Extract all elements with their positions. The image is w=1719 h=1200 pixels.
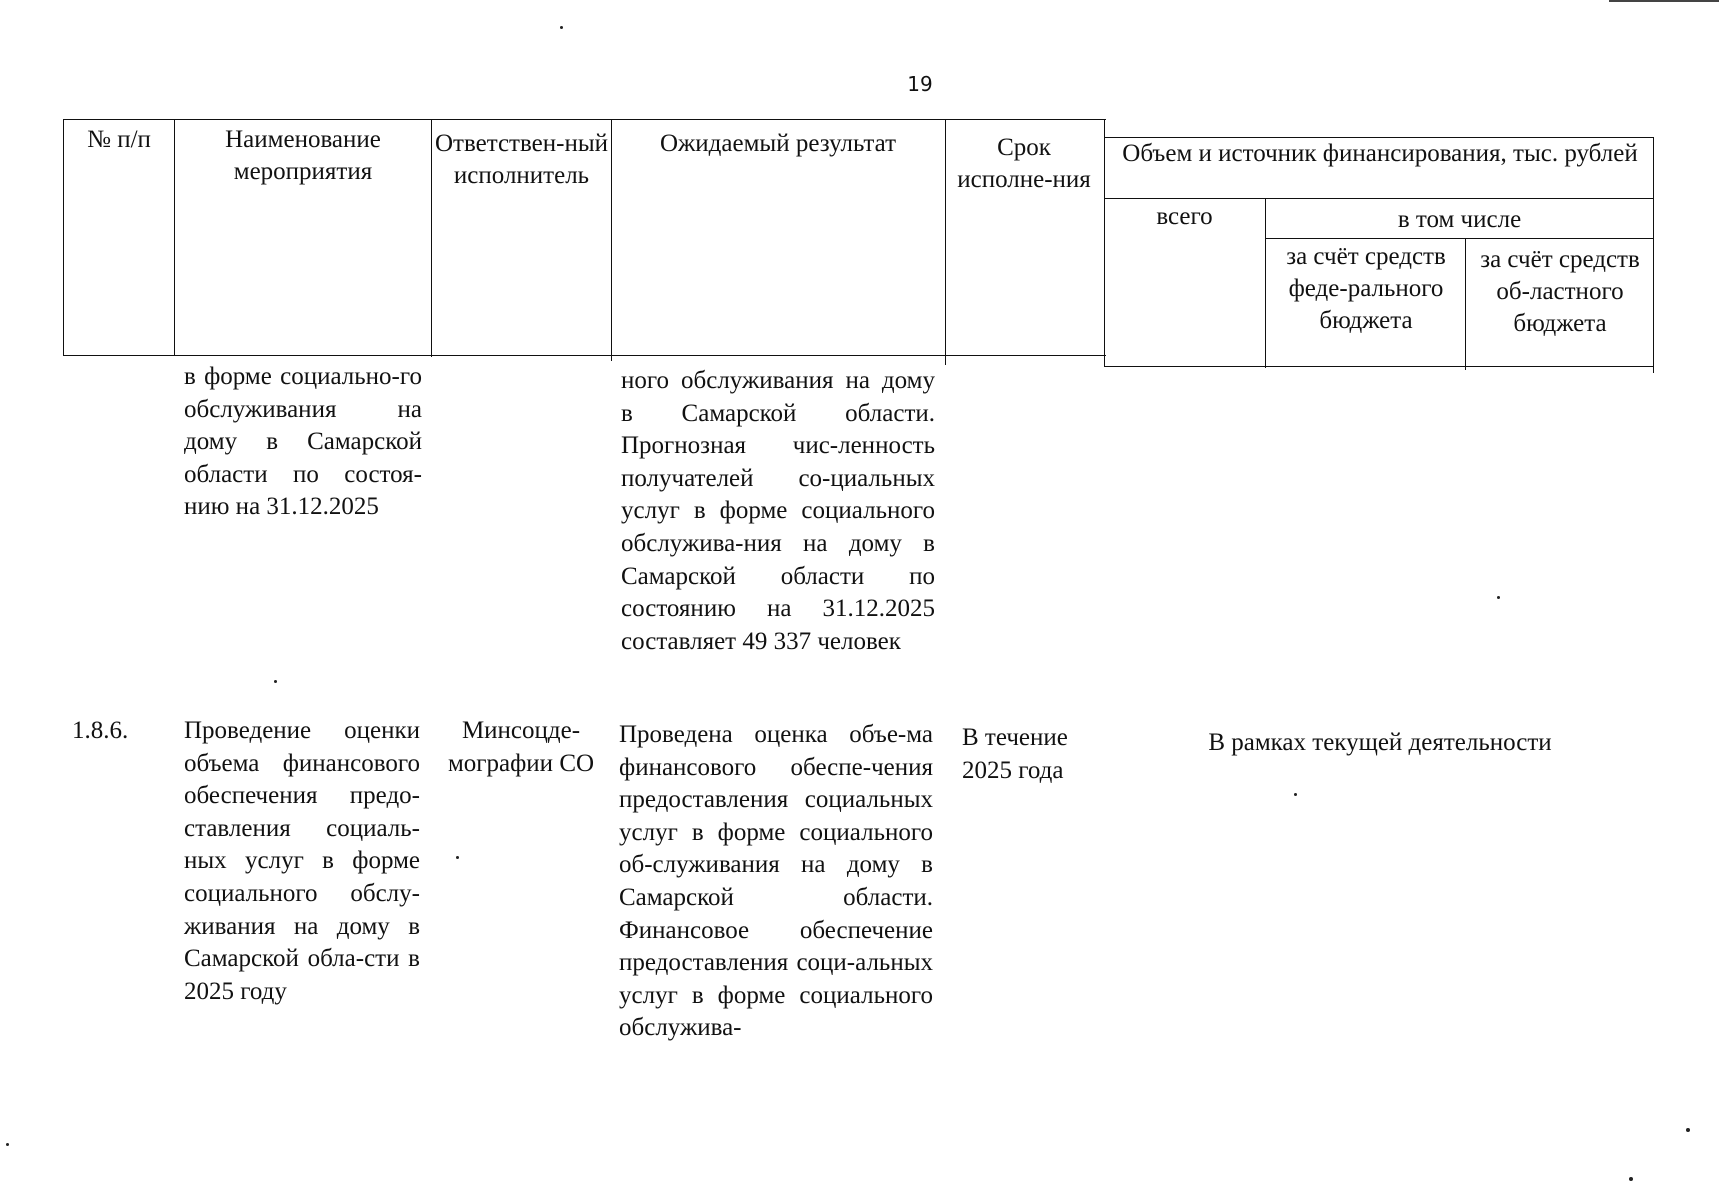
col-border-6: [1265, 198, 1266, 368]
header-finance: Объем и источник финансирования, тыс. рублей: [1122, 140, 1638, 167]
col-border-2: [431, 119, 432, 357]
col-border-5: [1104, 119, 1105, 367]
header-name: Наименование мероприятия: [225, 126, 381, 185]
row2-name: Проведение оценки объема финансового обеспечения предо-ставления социаль-ных услуг в форме социального обслу-живания на дому в Самарской обла-сти в 2025 году: [184, 717, 420, 1005]
col-border-8: [1653, 137, 1654, 373]
col-border-4: [945, 119, 946, 365]
col-border-0: [63, 119, 64, 356]
page-number: 19: [907, 72, 933, 96]
scan-speck: [1294, 793, 1297, 796]
col-border-1: [174, 119, 175, 356]
header-bottom-border-finance: [1104, 366, 1653, 367]
col-border-3: [611, 119, 612, 361]
header-including: в том числе: [1397, 206, 1522, 233]
scan-speck: [1686, 1128, 1690, 1132]
header-deadline: Срок исполне-ния: [957, 134, 1091, 193]
header-bottom-border: [63, 355, 1106, 356]
scan-speck: [6, 1143, 9, 1146]
row2-result: Проведена оценка объе-ма финансового обеспе-чения предоставления социальных услуг в форме социального об-служивания на дому в Самарской области. Финансовое обеспечение предоставления соци-альных услуг в форме социального обслужива-: [619, 721, 933, 1042]
header-num: № п/п: [87, 126, 151, 153]
row2-finance: В рамках текущей деятельности: [1208, 729, 1552, 756]
col-border-7: [1465, 238, 1466, 370]
scan-speck: [274, 680, 277, 683]
scan-speck: [456, 856, 459, 859]
row2-deadline: В течение 2025 года: [962, 724, 1068, 784]
header-result: Ожидаемый результат: [659, 130, 897, 157]
row1-result: ного обслуживания на дому в Самарской области. Прогнозная чис-ленность получателей со-циальных услуг в форме социального обслужива-ния на дому в Самарской области по состоянию на 31.12.2025 составляет 49 337 человек: [621, 367, 935, 655]
header-total: всего: [1156, 203, 1213, 230]
header-responsible: Ответствен-ный исполнитель: [435, 130, 608, 189]
row2-num: 1.8.6.: [72, 717, 129, 744]
scan-speck: [560, 26, 563, 29]
top-edge-rule: [1609, 0, 1719, 2]
header-regional: за счёт средств об-ластного бюджета: [1480, 246, 1640, 337]
row1-name: в форме социально-го обслуживания на дому в Самарской области по состоя-нию на 31.12.2025: [184, 363, 422, 521]
row2-responsible: Минсоцде-мографии СО: [447, 717, 595, 777]
scan-speck: [1629, 1177, 1633, 1181]
scan-speck: [1497, 596, 1500, 599]
header-federal: за счёт средств феде-рального бюджета: [1286, 243, 1446, 334]
